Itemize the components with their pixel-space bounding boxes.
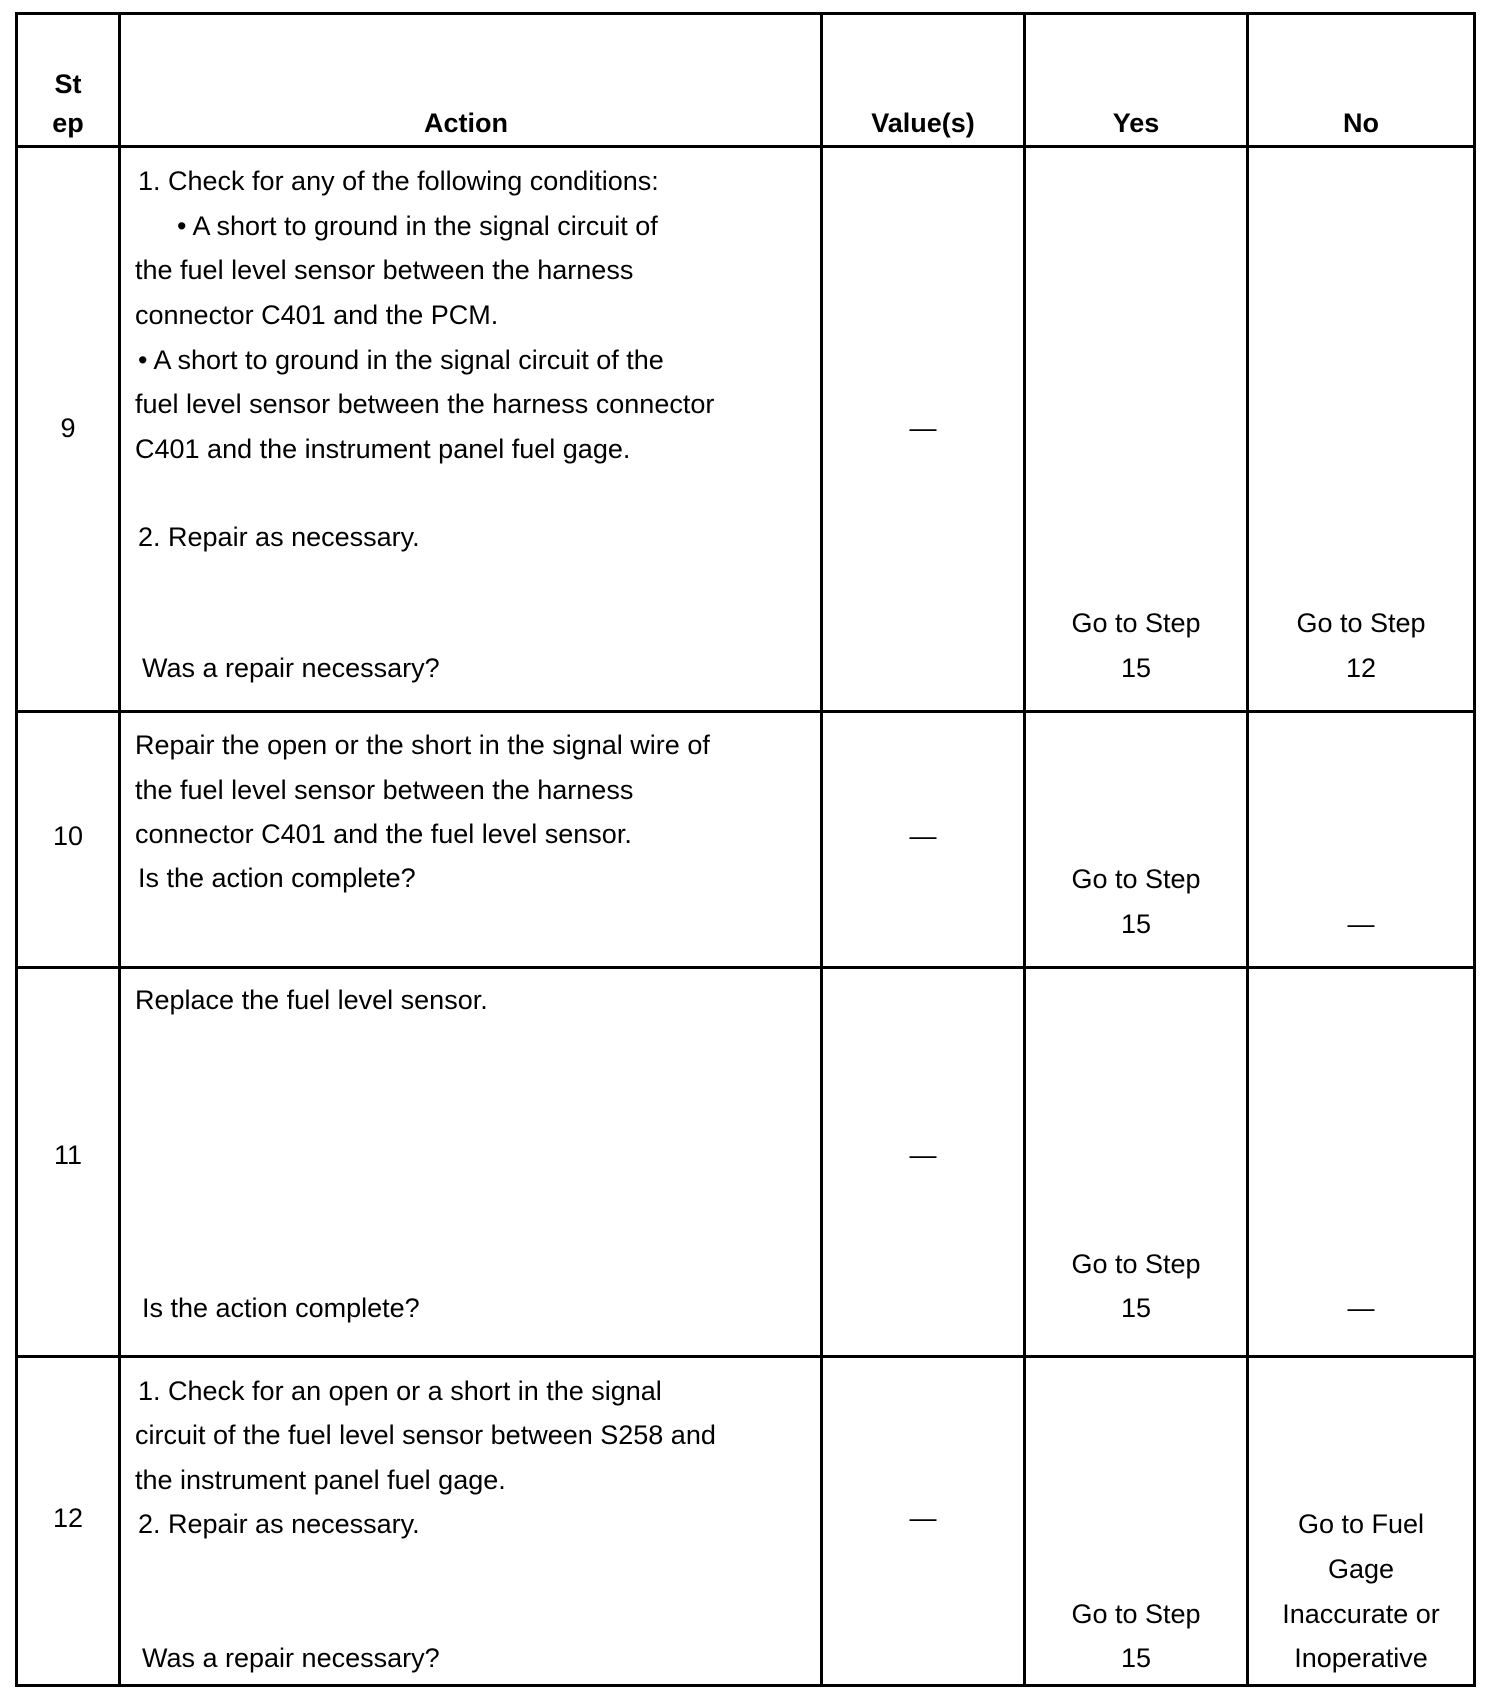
value: — xyxy=(909,1140,937,1170)
yes-line: Go to Step xyxy=(1071,864,1201,894)
step-number: 9 xyxy=(60,413,76,443)
action-line: • A short to ground in the signal circuit of xyxy=(177,211,658,241)
yes-line: 15 xyxy=(1120,653,1152,683)
question: Is the action complete? xyxy=(142,1293,420,1323)
yes-line: 15 xyxy=(1120,1293,1152,1323)
action-line: circuit of the fuel level sensor between S258 and xyxy=(135,1420,716,1450)
step-number: 10 xyxy=(52,821,84,851)
action-line: • A short to ground in the signal circuit of the xyxy=(138,345,664,375)
yes-line: 15 xyxy=(1120,909,1152,939)
header-step-line1: St xyxy=(54,69,82,99)
table-border-top xyxy=(15,12,1476,15)
yes-line: Go to Step xyxy=(1071,1599,1201,1629)
row-divider xyxy=(15,1355,1476,1358)
action-line: the fuel level sensor between the harness xyxy=(135,775,634,805)
value: — xyxy=(909,1503,937,1533)
action-line: connector C401 and the fuel level sensor. xyxy=(135,819,632,849)
no-line: Inoperative xyxy=(1294,1643,1428,1673)
action-line: 1. Check for any of the following conditions: xyxy=(138,166,659,196)
table-border-right xyxy=(1473,12,1476,1687)
action-line: connector C401 and the PCM. xyxy=(135,300,499,330)
yes-line: Go to Step xyxy=(1071,1249,1201,1279)
question: Was a repair necessary? xyxy=(142,653,440,683)
action-line: C401 and the instrument panel fuel gage. xyxy=(135,434,631,464)
header-yes: Yes xyxy=(1112,108,1160,138)
no-line: Go to Fuel xyxy=(1297,1509,1425,1539)
no-line: Go to Step xyxy=(1296,608,1426,638)
row-divider xyxy=(15,966,1476,969)
action-line: the fuel level sensor between the harness xyxy=(135,255,634,285)
header-no: No xyxy=(1343,108,1379,138)
no-value: — xyxy=(1347,909,1375,939)
table-border-bottom xyxy=(15,1684,1476,1687)
action-line: 2. Repair as necessary. xyxy=(138,522,420,552)
no-value: — xyxy=(1347,1293,1375,1323)
no-line: Inaccurate or xyxy=(1282,1599,1440,1629)
row-divider xyxy=(15,145,1476,148)
row-divider xyxy=(15,710,1476,713)
diagnostic-table xyxy=(15,12,1475,1696)
header-action: Action xyxy=(424,108,508,138)
action-line: fuel level sensor between the harness connector xyxy=(135,389,715,419)
yes-line: Go to Step xyxy=(1071,608,1201,638)
no-line: 12 xyxy=(1345,653,1377,683)
action-line: Replace the fuel level sensor. xyxy=(135,985,488,1015)
header-step-line2: ep xyxy=(52,108,84,138)
action-line: Repair the open or the short in the signal wire of xyxy=(135,730,710,760)
action-line: the instrument panel fuel gage. xyxy=(135,1465,506,1495)
column-divider xyxy=(1246,12,1249,1687)
value: — xyxy=(909,413,937,443)
header-values: Value(s) xyxy=(871,108,975,138)
column-divider xyxy=(1023,12,1026,1687)
step-number: 12 xyxy=(52,1503,84,1533)
action-line: 1. Check for an open or a short in the signal xyxy=(138,1376,662,1406)
column-divider xyxy=(118,12,121,1687)
value: — xyxy=(909,821,937,851)
action-line: 2. Repair as necessary. xyxy=(138,1509,420,1539)
step-number: 11 xyxy=(53,1140,83,1170)
yes-line: 15 xyxy=(1120,1643,1152,1673)
action-line: Is the action complete? xyxy=(138,863,416,893)
no-line: Gage xyxy=(1327,1554,1395,1584)
question: Was a repair necessary? xyxy=(142,1643,440,1673)
